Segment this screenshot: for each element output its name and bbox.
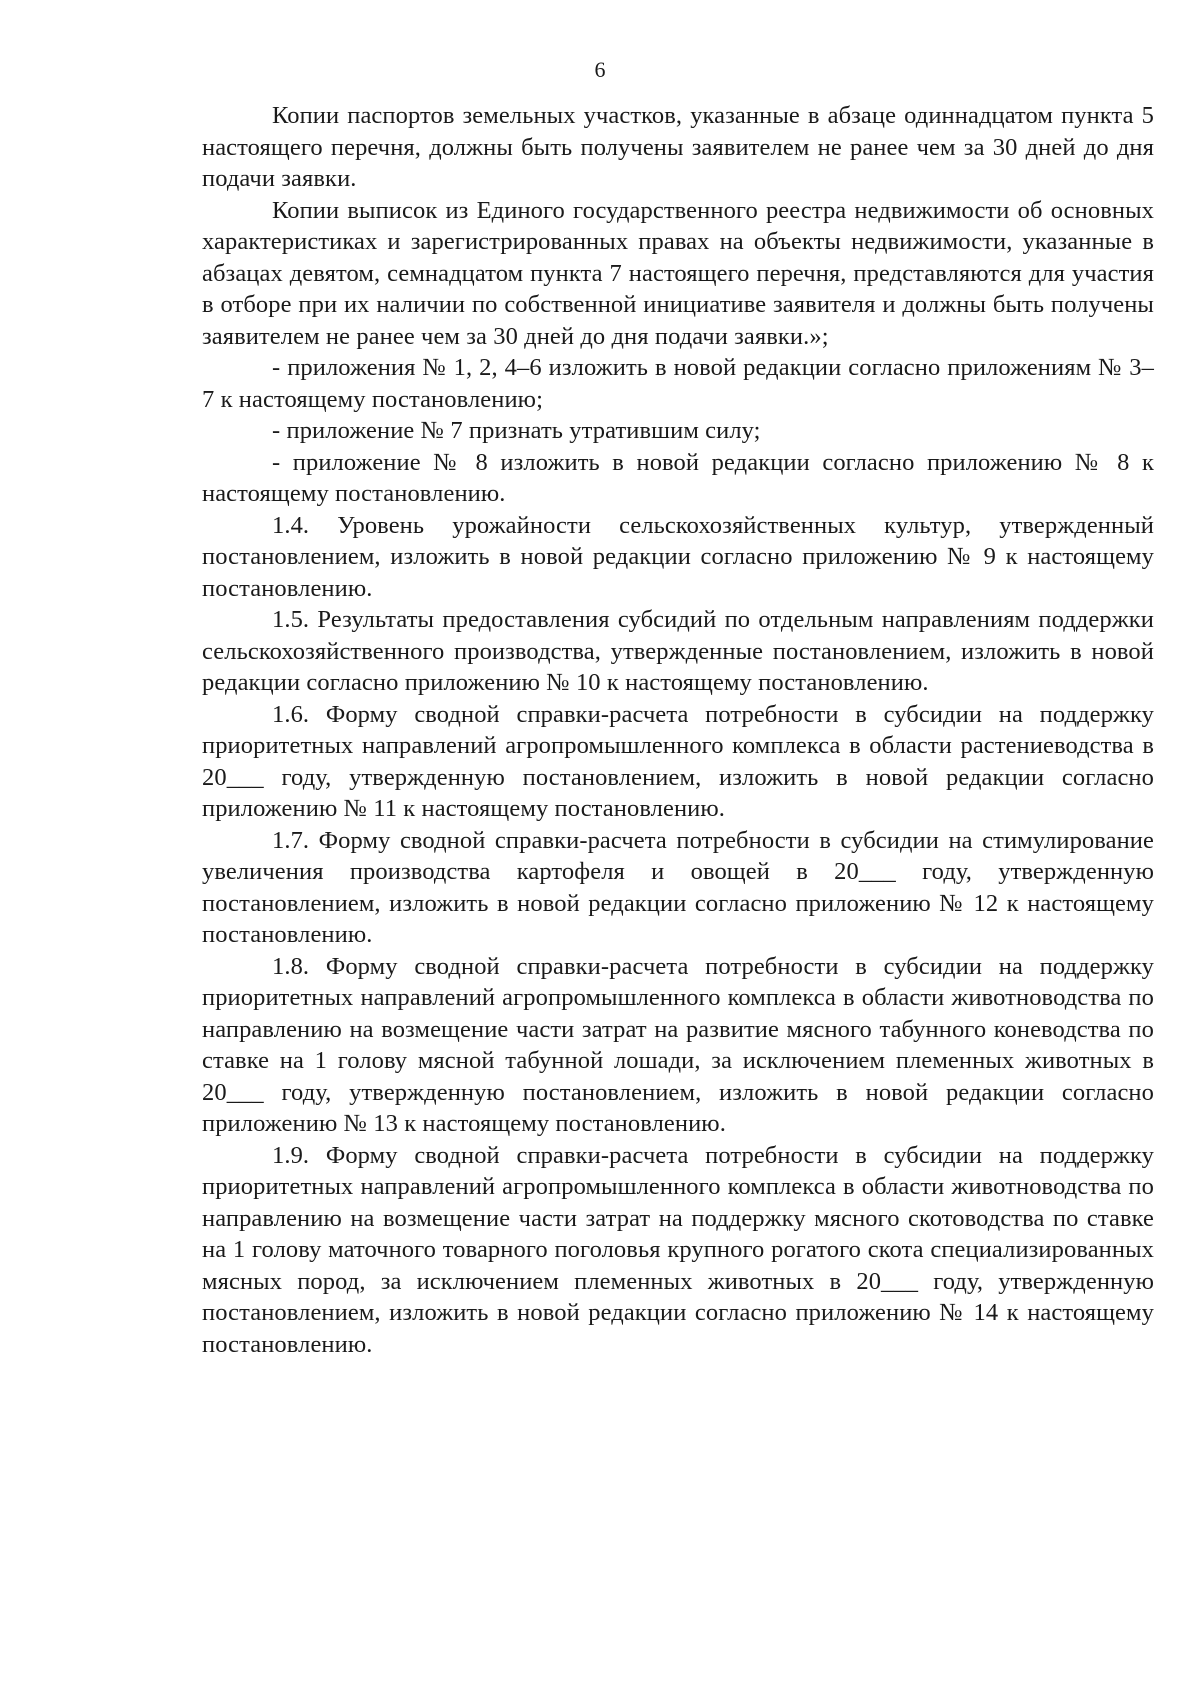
document-body bbox=[202, 100, 1154, 1360]
paragraph-1-9: 1.9. Форму сводной справки-расчета потребности в субсидии на поддержку приоритетных направлений агропромышленного комплекса в области животноводства по направлению на возмещение части затрат на поддержку мясного скотоводства по ставке на 1 голову маточного товарного поголовья крупного рогатого скота специализированных мясных пород, за исключением племенных животных в 20___ году, утвержденную постановлением, изложить в новой редакции согласно приложению № 14 к настоящему постановлению. bbox=[202, 1141, 1154, 1358]
paragraph-appendix-8: - приложение № 8 изложить в новой редакции согласно приложению № 8 к настоящему постановлению. bbox=[202, 448, 1154, 507]
paragraph-land-passports: Копии паспортов земельных участков, указанные в абзаце одиннадцатом пункта 5 настоящего перечня, должны быть получены заявителем не ранее чем за 30 дней до дня подачи заявки. bbox=[202, 102, 1154, 192]
paragraph-1-4: 1.4. Уровень урожайности сельскохозяйственных культур, утвержденный постановлением, изложить в новой редакции согласно приложению № 9 к настоящему постановлению. bbox=[202, 511, 1154, 602]
page-number: 6 bbox=[594, 57, 606, 82]
paragraph-1-7: 1.7. Форму сводной справки-расчета потребности в субсидии на стимулирование увеличения производства картофеля и овощей в 20___ году, утвержденную постановлением, изложить в новой редакции согласно приложению № 12 к настоящему постановлению. bbox=[202, 826, 1154, 948]
paragraph-registry-extracts: Копии выписок из Единого государственного реестра недвижимости об основных характеристиках и зарегистрированных правах на объекты недвижимости, указанные в абзацах девятом, семнадцатом пункта 7 настоящего перечня, представляются для участия в отборе при их наличии по собственной инициативе заявителя и должны быть получены заявителем не ранее чем за 30 дней до дня подачи заявки.»; bbox=[202, 196, 1154, 350]
paragraph-appendices-1-6: - приложения № 1, 2, 4–6 изложить в новой редакции согласно приложениям № 3–7 к настоящему постановлению; bbox=[202, 354, 1154, 413]
paragraph-appendix-7-void: - приложение № 7 признать утратившим силу; bbox=[272, 417, 761, 444]
paragraph-1-8: 1.8. Форму сводной справки-расчета потребности в субсидии на поддержку приоритетных направлений агропромышленного комплекса в области животноводства по направлению на возмещение части затрат на развитие мясного табунного коневодства по ставке на 1 голову мясной табунной лошади, за исключением племенных животных в 20___ году, утвержденную постановлением, изложить в новой редакции согласно приложению № 13 к настоящему постановлению. bbox=[202, 952, 1154, 1137]
paragraph-1-6: 1.6. Форму сводной справки-расчета потребности в субсидии на поддержку приоритетных направлений агропромышленного комплекса в области растениеводства в 20___ году, утвержденную постановлением, изложить в новой редакции согласно приложению № 11 к настоящему постановлению. bbox=[202, 700, 1154, 822]
paragraph-1-5: 1.5. Результаты предоставления субсидий по отдельным направлениям поддержки сельскохозяйственного производства, утвержденные постановлением, изложить в новой редакции согласно приложению № 10 к настоящему постановлению. bbox=[202, 606, 1154, 696]
